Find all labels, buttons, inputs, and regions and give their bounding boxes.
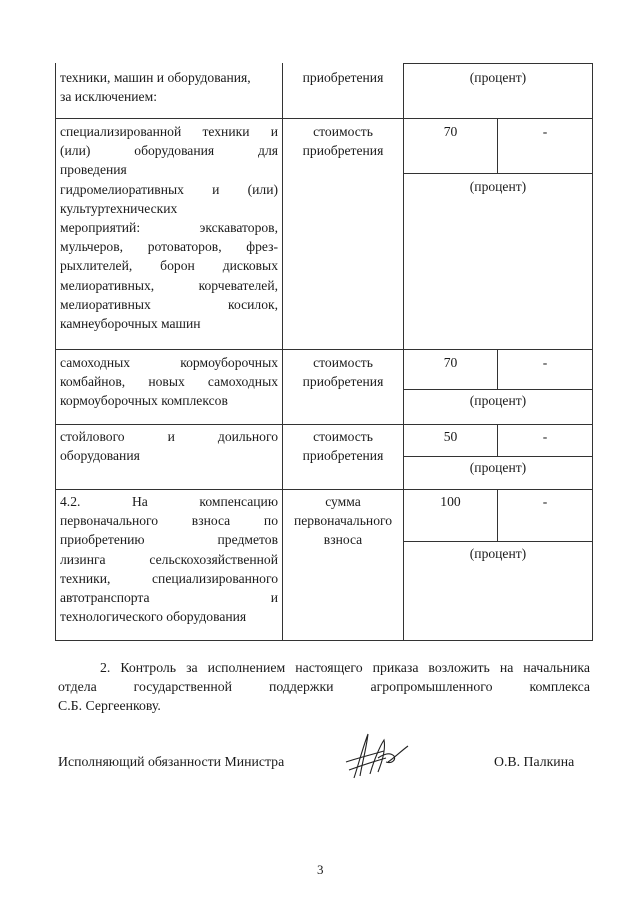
row5-value: 100 (440, 494, 461, 509)
row2-desc-line: мелиоративных, корчевателей, (60, 277, 278, 293)
row3-dash: - (542, 355, 548, 370)
row5-basis-line: сумма (325, 494, 361, 509)
control-paragraph (58, 658, 590, 716)
row2-value-label: (процент) (469, 179, 527, 194)
row2-value: 70 (443, 124, 458, 139)
row1-value-label: (процент) (469, 70, 527, 85)
row3-description (60, 353, 278, 411)
row3-value: 70 (443, 355, 458, 370)
row5-desc-line: автотранспорта и (60, 589, 278, 605)
table-right-border (592, 63, 593, 641)
row4-basis-line: стоимость (313, 429, 373, 444)
row2-desc-line: проведения (60, 162, 127, 178)
row1-desc-line: за исключением: (60, 89, 157, 105)
row5-description (60, 492, 278, 626)
table-hline-1 (55, 118, 593, 119)
row2-desc-line: гидромелиоративных и (или) (60, 181, 278, 197)
row3-basis-line: стоимость (313, 355, 373, 370)
row5-desc-line: техники, специализированного (60, 570, 278, 586)
page-number: 3 (317, 862, 324, 877)
row5-desc-line: лизинга сельскохозяйственной (60, 551, 278, 567)
row2-desc-line: (или) оборудования для (60, 143, 278, 159)
table-hline-4 (55, 489, 593, 490)
table-hline-2 (55, 349, 593, 350)
paragraph-line: отдела государственной поддержки агропромышленного комплекса (58, 679, 590, 695)
table-hline-4b (403, 541, 593, 542)
row2-basis (283, 122, 403, 160)
row4-desc-line: стойлового и доильного (60, 429, 278, 444)
row2-desc-line: культуртехнических (60, 200, 178, 216)
row2-desc-line: специализированной техники и (60, 124, 278, 139)
row3-desc-line: самоходных кормоуборочных (60, 355, 278, 370)
row1-description (60, 68, 278, 106)
row5-desc-line: 4.2. На компенсацию (60, 494, 278, 509)
row1-desc-line: техники, машин и оборудования, (60, 70, 251, 85)
paragraph-line: 2. Контроль за исполнением настоящего приказа возложить на начальника (100, 660, 590, 675)
row2-basis-line: приобретения (302, 143, 384, 159)
row2-basis-line: стоимость (313, 124, 373, 139)
handwritten-signature (340, 728, 412, 784)
row3-basis (283, 353, 403, 391)
table-left-border (55, 63, 56, 641)
table-hline-3 (55, 424, 593, 425)
row2-desc-line: мульчеров, ротоваторов, фрез- (60, 239, 278, 255)
row5-dash: - (542, 494, 548, 509)
paragraph-line: С.Б. Сергеенкову. (58, 698, 161, 714)
table-hline-1b (403, 173, 593, 174)
row1-basis-line: приобретения (302, 70, 384, 85)
row3-desc-line: комбайнов, новых самоходных (60, 374, 278, 390)
row4-desc-line: оборудования (60, 448, 140, 464)
signatory-name: О.В. Палкина (494, 754, 575, 769)
row5-value-label: (процент) (469, 546, 527, 561)
row3-desc-line: кормоуборочных комплексов (60, 393, 228, 409)
table-hline-0 (403, 63, 593, 64)
signatory-position: Исполняющий обязанности Министра (58, 754, 285, 769)
row5-basis-line: взноса (323, 532, 363, 548)
row3-basis-line: приобретения (302, 374, 384, 390)
row4-value: 50 (443, 429, 458, 444)
row5-basis-line: первоначального (293, 513, 393, 529)
row5-desc-line: приобретению предметов (60, 532, 278, 548)
row3-value-label: (процент) (469, 393, 527, 408)
row2-desc-line: камнеуборочных машин (60, 315, 201, 331)
row2-desc-line: мелиоративных косилок, (60, 296, 278, 312)
row2-desc-line: рыхлителей, борон дисковых (60, 258, 278, 274)
row4-value-label: (процент) (469, 460, 527, 475)
table-hline-3b (403, 456, 593, 457)
table-bottom-border (55, 640, 593, 641)
row2-dash: - (542, 124, 548, 139)
row2-desc-line: мероприятий: экскаваторов, (60, 219, 278, 235)
row2-description (60, 122, 278, 333)
row5-desc-line: первоначального взноса по (60, 513, 278, 529)
table-hline-2b (403, 389, 593, 390)
row4-dash: - (542, 429, 548, 444)
row1-basis (283, 68, 403, 87)
row4-basis-line: приобретения (302, 448, 384, 464)
row5-basis (283, 492, 403, 550)
row4-description (60, 427, 278, 465)
row5-desc-line: технологического оборудования (60, 609, 247, 625)
row4-basis (283, 427, 403, 465)
